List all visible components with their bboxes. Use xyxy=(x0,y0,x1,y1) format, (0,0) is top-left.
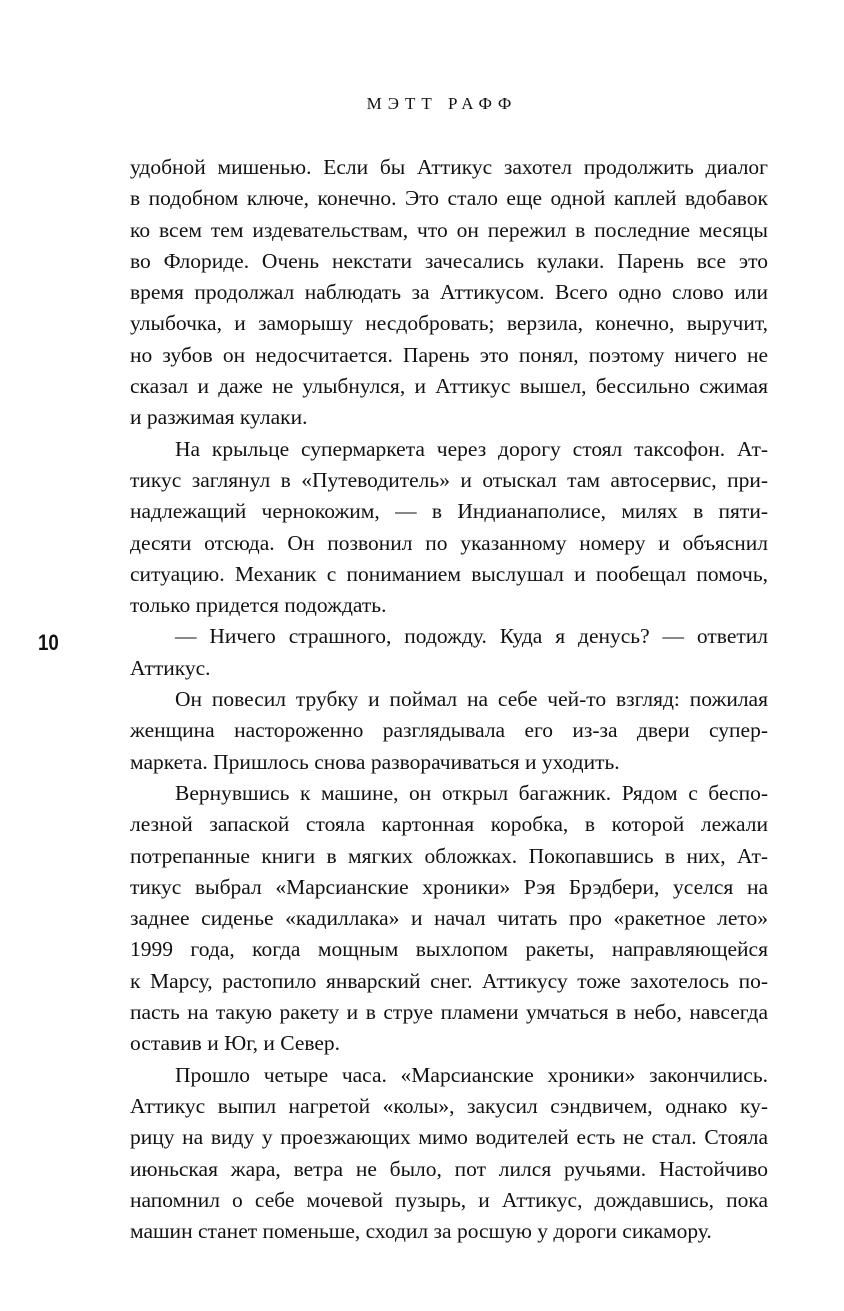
text-line: оставив и Юг, и Север. xyxy=(130,1031,341,1056)
text-line: ко всем тем издевательствам, что он пережил в последние месяцы xyxy=(130,217,768,242)
text-line: женщина настороженно разглядывала его из-за двери супер- xyxy=(130,718,768,743)
text-line: — Ничего страшного, подожду. Куда я денусь? — ответил xyxy=(175,624,768,649)
paragraph xyxy=(130,152,768,434)
paragraph xyxy=(130,684,768,778)
text-line: сказал и даже не улыбнулся, и Аттикус вышел, бессильно сжимая xyxy=(130,374,768,399)
text-line: июньская жара, ветра не было, пот лился ручьями. Настойчиво xyxy=(130,1156,768,1181)
page-number: 10 xyxy=(38,630,59,655)
paragraph xyxy=(130,778,768,1060)
text-line: только придется подождать. xyxy=(130,593,387,618)
text-line: Вернувшись к машине, он открыл багажник. Рядом с беспо- xyxy=(175,780,768,805)
paragraph xyxy=(130,434,768,622)
text-line: ситуацию. Механик с пониманием выслушал и пообещал помочь, xyxy=(130,561,768,586)
text-line: надлежащий чернокожим, — в Индианаполисе, милях в пяти- xyxy=(130,499,768,524)
text-line: 1999 года, когда мощным выхлопом ракеты, направляющейся xyxy=(130,937,768,962)
text-line: лезной запаской стояла картонная коробка, в которой лежали xyxy=(130,812,768,837)
text-line: На крыльце супермаркета через дорогу стоял таксофон. Ат- xyxy=(175,436,768,461)
text-line: рицу на виду у проезжающих мимо водителей есть не стал. Стояла xyxy=(130,1125,768,1150)
text-line: потрепанные книги в мягких обложках. Покопавшись в них, Ат- xyxy=(130,843,768,868)
text-line: пасть на такую ракету и в струе пламени умчаться в небо, навсегда xyxy=(130,1000,768,1025)
paragraph xyxy=(130,621,768,684)
text-line: Аттикус. xyxy=(130,655,211,680)
paragraph xyxy=(130,1060,768,1248)
text-line: улыбочка, и заморышу несдобровать; верзила, конечно, выручит, xyxy=(130,311,768,336)
text-line: Прошло четыре часа. «Марсианские хроники» закончились. xyxy=(175,1062,768,1087)
text-line: машин станет поменьше, сходил за росшую у дороги сикамору. xyxy=(130,1219,712,1244)
text-line: во Флориде. Очень некстати зачесались кулаки. Парень все это xyxy=(130,248,768,273)
text-line: заднее сиденье «кадиллака» и начал читать про «ракетное лето» xyxy=(130,906,768,931)
text-line: время продолжал наблюдать за Аттикусом. Всего одно слово или xyxy=(130,280,768,305)
running-head-author: МЭТТ РАФФ xyxy=(366,94,518,113)
text-line: в подобном ключе, конечно. Это стало еще одной каплей вдобавок xyxy=(130,186,768,211)
text-line: тикус выбрал «Марсианские хроники» Рэя Брэдбери, уселся на xyxy=(130,874,768,899)
text-line: но зубов он недосчитается. Парень это понял, поэтому ничего не xyxy=(130,342,768,367)
text-line: Аттикус выпил нагретой «колы», закусил сэндвичем, однако ку- xyxy=(130,1093,768,1118)
text-line: маркета. Пришлось снова разворачиваться и уходить. xyxy=(130,749,620,774)
text-line: тикус заглянул в «Путеводитель» и отыскал там автосервис, при- xyxy=(130,467,768,492)
text-line: к Марсу, растопило январский снег. Аттикусу тоже захотелось по- xyxy=(130,968,768,993)
text-line: десяти отсюда. Он позвонил по указанному номеру и объяснил xyxy=(130,530,768,555)
body-text xyxy=(130,152,768,1247)
text-line: Он повесил трубку и поймал на себе чей-то взгляд: пожилая xyxy=(175,687,768,712)
text-line: напомнил о себе мочевой пузырь, и Аттикус, дождавшись, пока xyxy=(130,1187,768,1212)
text-line: и разжимая кулаки. xyxy=(130,405,308,430)
text-line: удобной мишенью. Если бы Аттикус захотел продолжить диалог xyxy=(130,155,768,179)
